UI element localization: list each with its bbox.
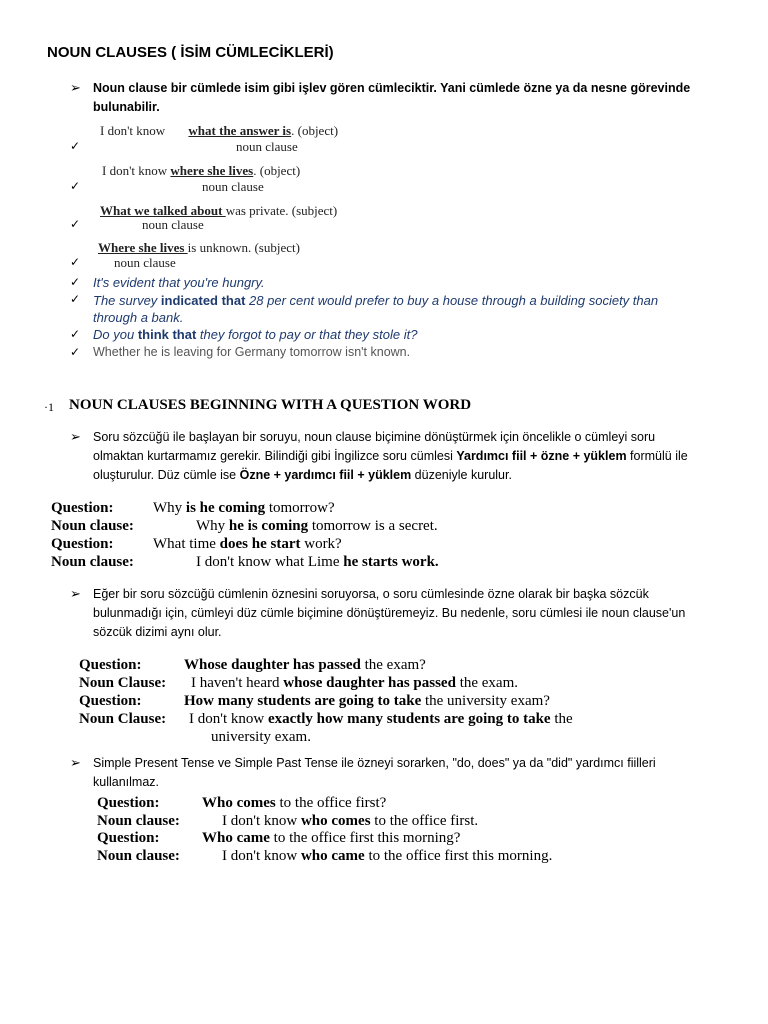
intro-line-1: Noun clause bir cümlede isim gibi işlev gören cümleciktir. Yani cümlede özne ya da nesne görevinde [93, 81, 691, 95]
check-icon: ✓ [70, 275, 81, 289]
check-icon: ✓ [70, 179, 81, 193]
check-icon: ✓ [70, 139, 81, 153]
qa-row: Question: How many students are going to take the university exam? [79, 693, 550, 709]
qa-block-1 [51, 499, 439, 571]
check-icon: ✓ [70, 292, 81, 306]
check-icon: ✓ [70, 255, 81, 269]
example-4: Where she lives is unknown. (subject) [98, 240, 300, 255]
qa-row: Noun clause: Why he is coming tomorrow is a secret. [51, 518, 438, 534]
qa-row: Question: Why is he coming tomorrow? [51, 500, 335, 516]
section-number: ·1 [44, 400, 54, 414]
qa-row: Noun clause: I don't know who comes to the office first. [97, 812, 479, 829]
qa-block-3 [97, 795, 552, 865]
sentence-4: Whether he is leaving for Germany tomorrow isn't known. [93, 345, 411, 359]
check-icon: ✓ [70, 217, 81, 231]
intro-paragraph [93, 79, 690, 117]
sentence-1: It's evident that you're hungry. [93, 275, 265, 290]
example-2-sub: noun clause [202, 179, 264, 194]
qa-row: Question: Who came to the office first this morning? [97, 830, 461, 846]
example-3: What we talked about was private. (subject) [100, 203, 338, 218]
qa-block-2 [79, 656, 573, 746]
qa-row: Question: Whose daughter has passed the exam? [79, 657, 426, 673]
sentence-2: The survey indicated that 28 per cent would prefer to buy a house through a building society than through a bank. [93, 293, 659, 325]
qa-row: Question: Who comes to the office first? [97, 795, 387, 811]
qa-row: university exam. [211, 729, 311, 745]
paragraph-3: Simple Present Tense ve Simple Past Tense ile özneyi sorarken, "do, does" ya da "did" yardımcı fiilleri kullanılmaz. [93, 756, 656, 789]
qa-row: Noun clause: I don't know who came to the office first this morning. [97, 847, 553, 864]
example-1: I don't know what the answer is. (object) [100, 123, 339, 138]
paragraph-1: Soru sözcüğü ile başlayan bir soruyu, noun clause biçimine dönüştürmek için öncelikle o cümleyi soru olmaktan kurtarmamız gerekir. Bilindiği gibi İngilizce soru cümlesi Yardımcı fiil + özne + yüklem formülü ile oluşturulur. Düz cümle ise Özne + yardımcı fiil + yüklem düzeniyle kurulur. [93, 430, 688, 482]
paragraph-2: Eğer bir soru sözcüğü cümlenin öznesini soruyorsa, o soru cümlesinde özne olarak bir başka sözcük bulunmadığı için, cümleyi düz cümle biçimine dönüştüremeyiz. Bu nedenle, soru cümlesi ile noun clause'un sözcük dizimi aynı olur. [93, 587, 686, 639]
example-3-sub: noun clause [142, 217, 204, 232]
example-1-sub: noun clause [236, 139, 298, 154]
bullet-arrow: ➢ [70, 586, 81, 601]
qa-row: Question: What time does he start work? [51, 536, 342, 552]
bullet-arrow: ➢ [70, 429, 81, 444]
qa-row: Noun clause: I don't know what Lime he starts work. [51, 554, 439, 570]
bullet-arrow: ➢ [70, 755, 81, 770]
qa-row: Noun Clause: I haven't heard whose daughter has passed the exam. [79, 675, 518, 691]
qa-row: Noun Clause: I don't know exactly how many students are going to take the [79, 711, 573, 727]
check-icon: ✓ [70, 345, 81, 359]
page-title: NOUN CLAUSES ( İSİM CÜMLECİKLERİ) [47, 44, 334, 61]
bullet-arrow: ➢ [70, 80, 81, 95]
check-icon: ✓ [70, 327, 81, 341]
intro-line-2: bulunabilir. [93, 100, 160, 114]
example-4-sub: noun clause [114, 255, 176, 270]
example-2: I don't know where she lives. (object) [102, 163, 301, 178]
sentence-3: Do you think that they forgot to pay or that they stole it? [93, 327, 418, 342]
section-heading: NOUN CLAUSES BEGINNING WITH A QUESTION WORD [69, 397, 472, 413]
